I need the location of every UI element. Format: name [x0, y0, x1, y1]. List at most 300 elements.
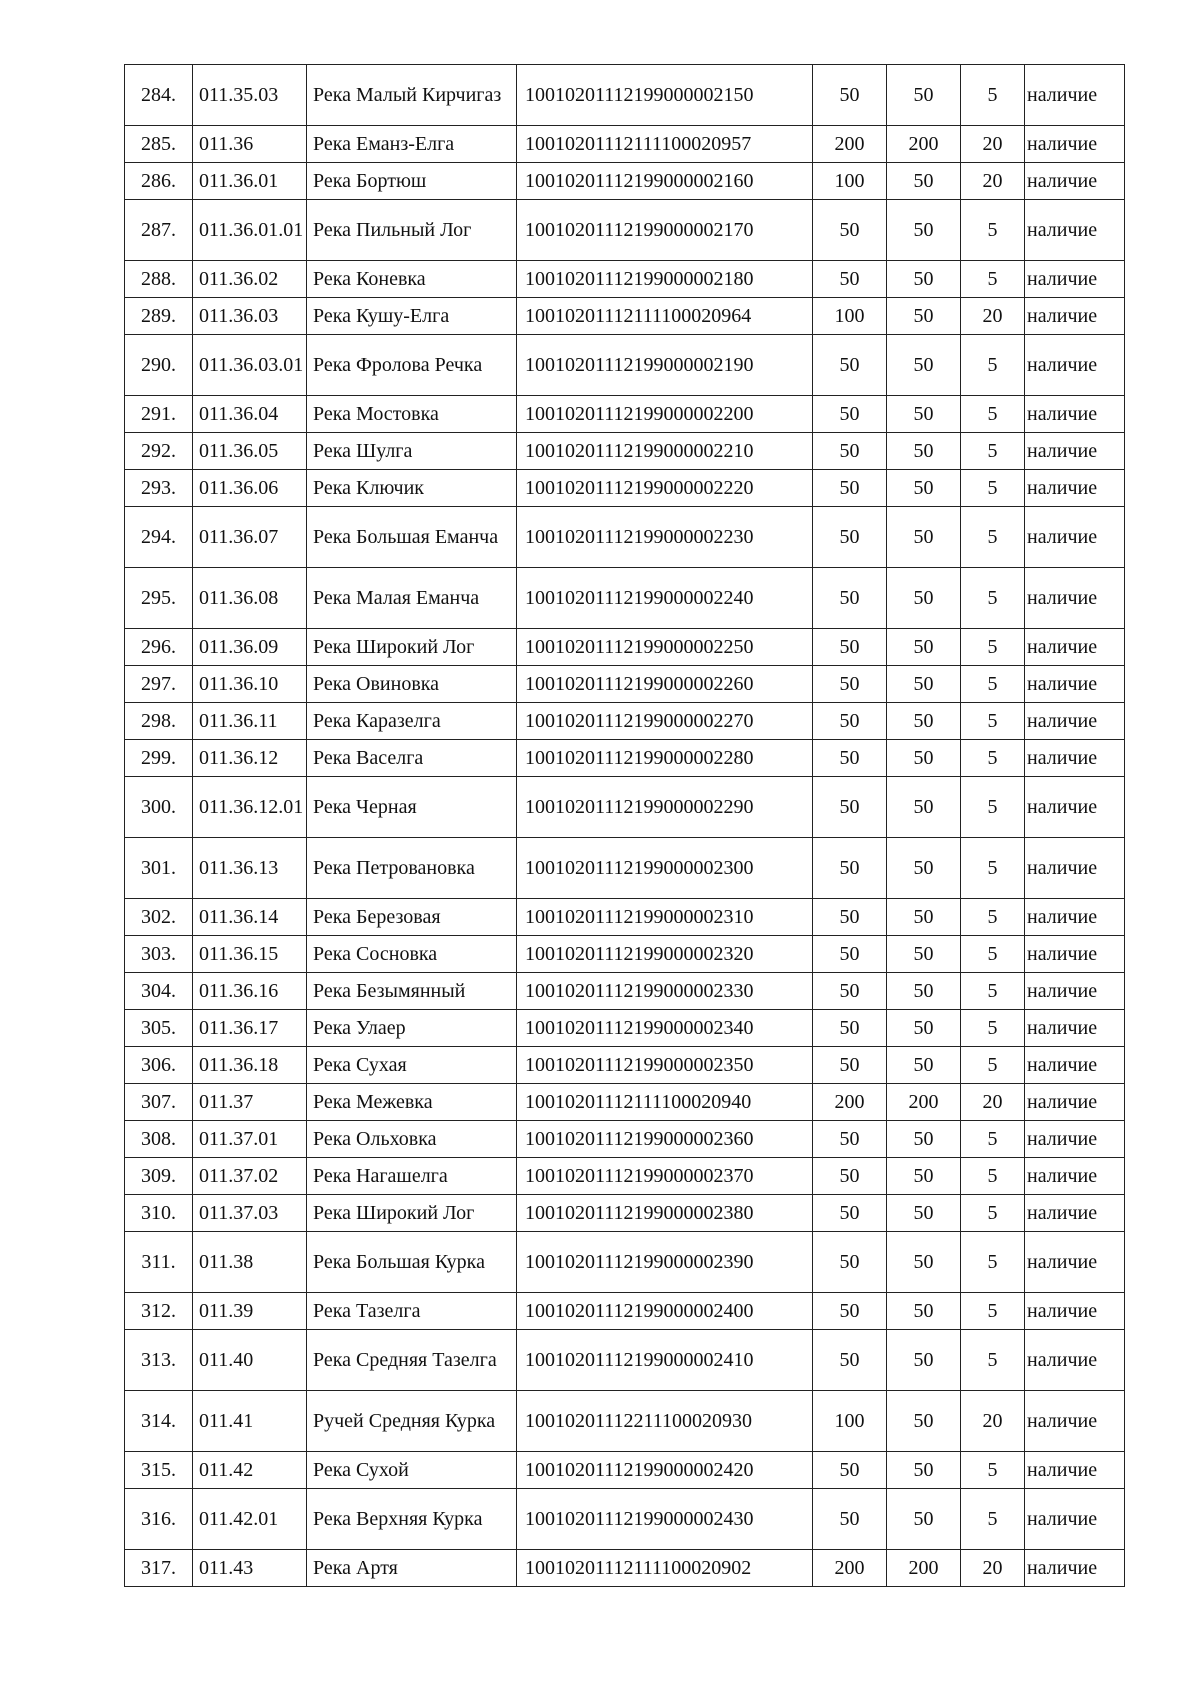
- row-identifier: 10010201112199000002390: [517, 1232, 813, 1293]
- row-number: 317.: [125, 1550, 193, 1587]
- document-page: [124, 64, 1124, 1587]
- row-identifier: 10010201112199000002290: [517, 777, 813, 838]
- row-value-a: 50: [813, 666, 887, 703]
- row-value-a: 50: [813, 629, 887, 666]
- row-value-c: 5: [961, 973, 1025, 1010]
- table-row: [125, 1195, 1125, 1232]
- row-value-a: 50: [813, 973, 887, 1010]
- row-name: Река Сосновка: [307, 936, 517, 973]
- row-status: наличие: [1025, 899, 1125, 936]
- row-value-c: 5: [961, 936, 1025, 973]
- row-value-a: 50: [813, 65, 887, 126]
- row-name: Река Коневка: [307, 261, 517, 298]
- row-value-a: 50: [813, 899, 887, 936]
- row-value-a: 50: [813, 740, 887, 777]
- row-value-a: 50: [813, 1195, 887, 1232]
- table-row: [125, 568, 1125, 629]
- row-status: наличие: [1025, 200, 1125, 261]
- row-value-b: 50: [887, 899, 961, 936]
- row-value-c: 5: [961, 1195, 1025, 1232]
- row-value-b: 50: [887, 1293, 961, 1330]
- row-value-a: 50: [813, 1330, 887, 1391]
- row-code: 011.37.02: [193, 1158, 307, 1195]
- row-code: 011.36.15: [193, 936, 307, 973]
- row-code: 011.36.01: [193, 163, 307, 200]
- row-code: 011.36.08: [193, 568, 307, 629]
- table-row: [125, 838, 1125, 899]
- row-value-c: 20: [961, 1550, 1025, 1587]
- row-status: наличие: [1025, 1195, 1125, 1232]
- row-code: 011.43: [193, 1550, 307, 1587]
- table-row: [125, 1121, 1125, 1158]
- row-value-c: 20: [961, 1391, 1025, 1452]
- row-value-c: 5: [961, 1293, 1025, 1330]
- row-identifier: 10010201112199000002410: [517, 1330, 813, 1391]
- row-identifier: 10010201112199000002270: [517, 703, 813, 740]
- row-name: Река Широкий Лог: [307, 1195, 517, 1232]
- row-number: 291.: [125, 396, 193, 433]
- row-identifier: 10010201112199000002420: [517, 1452, 813, 1489]
- row-identifier: 10010201112199000002170: [517, 200, 813, 261]
- row-name: Река Фролова Речка: [307, 335, 517, 396]
- row-identifier: 10010201112111100020957: [517, 126, 813, 163]
- row-code: 011.38: [193, 1232, 307, 1293]
- row-value-c: 20: [961, 163, 1025, 200]
- row-number: 303.: [125, 936, 193, 973]
- row-status: наличие: [1025, 740, 1125, 777]
- row-number: 315.: [125, 1452, 193, 1489]
- row-status: наличие: [1025, 1391, 1125, 1452]
- row-number: 310.: [125, 1195, 193, 1232]
- row-name: Река Артя: [307, 1550, 517, 1587]
- row-value-c: 20: [961, 298, 1025, 335]
- table-row: [125, 1452, 1125, 1489]
- row-code: 011.36.16: [193, 973, 307, 1010]
- row-name: Река Сухая: [307, 1047, 517, 1084]
- table-row: [125, 507, 1125, 568]
- row-value-b: 50: [887, 838, 961, 899]
- row-number: 309.: [125, 1158, 193, 1195]
- row-name: Река Бортюш: [307, 163, 517, 200]
- row-value-a: 50: [813, 1293, 887, 1330]
- row-value-c: 5: [961, 629, 1025, 666]
- row-status: наличие: [1025, 1084, 1125, 1121]
- row-status: наличие: [1025, 936, 1125, 973]
- row-value-c: 5: [961, 65, 1025, 126]
- row-number: 307.: [125, 1084, 193, 1121]
- row-identifier: 10010201112199000002210: [517, 433, 813, 470]
- row-value-b: 50: [887, 1489, 961, 1550]
- row-code: 011.36.01.01: [193, 200, 307, 261]
- row-value-b: 50: [887, 298, 961, 335]
- row-name: Река Кушу-Елга: [307, 298, 517, 335]
- row-identifier: 10010201112111100020940: [517, 1084, 813, 1121]
- row-value-a: 100: [813, 163, 887, 200]
- row-number: 316.: [125, 1489, 193, 1550]
- row-code: 011.42: [193, 1452, 307, 1489]
- row-value-c: 5: [961, 1452, 1025, 1489]
- row-status: наличие: [1025, 1010, 1125, 1047]
- row-code: 011.39: [193, 1293, 307, 1330]
- row-code: 011.36.18: [193, 1047, 307, 1084]
- row-value-a: 50: [813, 1121, 887, 1158]
- row-name: Река Черная: [307, 777, 517, 838]
- row-value-a: 50: [813, 838, 887, 899]
- row-value-b: 50: [887, 1047, 961, 1084]
- row-value-b: 50: [887, 507, 961, 568]
- row-name: Река Большая Еманча: [307, 507, 517, 568]
- row-value-c: 5: [961, 568, 1025, 629]
- row-status: наличие: [1025, 126, 1125, 163]
- row-status: наличие: [1025, 838, 1125, 899]
- row-number: 308.: [125, 1121, 193, 1158]
- row-value-a: 50: [813, 568, 887, 629]
- row-value-c: 20: [961, 1084, 1025, 1121]
- row-code: 011.36.06: [193, 470, 307, 507]
- row-number: 298.: [125, 703, 193, 740]
- row-value-b: 200: [887, 1550, 961, 1587]
- row-value-c: 5: [961, 899, 1025, 936]
- table-row: [125, 703, 1125, 740]
- row-identifier: 10010201112199000002240: [517, 568, 813, 629]
- table-row: [125, 261, 1125, 298]
- row-code: 011.37: [193, 1084, 307, 1121]
- row-value-a: 50: [813, 1452, 887, 1489]
- row-status: наличие: [1025, 1158, 1125, 1195]
- table-row: [125, 65, 1125, 126]
- row-number: 304.: [125, 973, 193, 1010]
- row-name: Ручей Средняя Курка: [307, 1391, 517, 1452]
- table-row: [125, 298, 1125, 335]
- row-code: 011.36.12.01: [193, 777, 307, 838]
- row-value-c: 5: [961, 1121, 1025, 1158]
- row-value-b: 50: [887, 973, 961, 1010]
- row-number: 290.: [125, 335, 193, 396]
- row-identifier: 10010201112199000002190: [517, 335, 813, 396]
- row-name: Река Улаер: [307, 1010, 517, 1047]
- row-number: 305.: [125, 1010, 193, 1047]
- row-code: 011.36.03.01: [193, 335, 307, 396]
- row-number: 288.: [125, 261, 193, 298]
- row-code: 011.36.13: [193, 838, 307, 899]
- row-status: наличие: [1025, 396, 1125, 433]
- row-value-b: 50: [887, 65, 961, 126]
- row-status: наличие: [1025, 1550, 1125, 1587]
- row-value-b: 50: [887, 1158, 961, 1195]
- row-identifier: 10010201112199000002320: [517, 936, 813, 973]
- row-name: Река Шулга: [307, 433, 517, 470]
- row-value-c: 5: [961, 433, 1025, 470]
- row-value-c: 5: [961, 1047, 1025, 1084]
- row-code: 011.37.01: [193, 1121, 307, 1158]
- row-code: 011.36.17: [193, 1010, 307, 1047]
- table-row: [125, 1232, 1125, 1293]
- row-number: 284.: [125, 65, 193, 126]
- row-value-c: 5: [961, 703, 1025, 740]
- row-value-a: 50: [813, 777, 887, 838]
- row-value-b: 50: [887, 740, 961, 777]
- row-number: 312.: [125, 1293, 193, 1330]
- row-value-a: 200: [813, 1084, 887, 1121]
- row-identifier: 10010201112199000002220: [517, 470, 813, 507]
- row-value-c: 5: [961, 1158, 1025, 1195]
- row-number: 293.: [125, 470, 193, 507]
- row-number: 285.: [125, 126, 193, 163]
- row-code: 011.36.10: [193, 666, 307, 703]
- table-row: [125, 740, 1125, 777]
- table-row: [125, 899, 1125, 936]
- row-name: Река Межевка: [307, 1084, 517, 1121]
- row-value-c: 5: [961, 666, 1025, 703]
- row-code: 011.36.14: [193, 899, 307, 936]
- row-identifier: 10010201112199000002380: [517, 1195, 813, 1232]
- row-identifier: 10010201112199000002180: [517, 261, 813, 298]
- row-number: 302.: [125, 899, 193, 936]
- table-row: [125, 936, 1125, 973]
- row-value-b: 50: [887, 163, 961, 200]
- row-value-c: 5: [961, 838, 1025, 899]
- row-value-c: 5: [961, 507, 1025, 568]
- row-value-a: 50: [813, 1489, 887, 1550]
- row-status: наличие: [1025, 666, 1125, 703]
- row-value-b: 50: [887, 1121, 961, 1158]
- row-name: Река Васелга: [307, 740, 517, 777]
- row-identifier: 10010201112199000002150: [517, 65, 813, 126]
- table-row: [125, 1330, 1125, 1391]
- row-number: 287.: [125, 200, 193, 261]
- row-name: Река Мостовка: [307, 396, 517, 433]
- row-name: Река Еманз-Елга: [307, 126, 517, 163]
- row-code: 011.36.04: [193, 396, 307, 433]
- table-row: [125, 1047, 1125, 1084]
- table-row: [125, 470, 1125, 507]
- row-status: наличие: [1025, 470, 1125, 507]
- row-identifier: 10010201112199000002280: [517, 740, 813, 777]
- row-name: Река Малый Кирчигаз: [307, 65, 517, 126]
- row-value-b: 50: [887, 666, 961, 703]
- row-name: Река Березовая: [307, 899, 517, 936]
- row-identifier: 10010201112199000002230: [517, 507, 813, 568]
- row-value-c: 5: [961, 777, 1025, 838]
- table-row: [125, 1084, 1125, 1121]
- row-number: 300.: [125, 777, 193, 838]
- row-number: 314.: [125, 1391, 193, 1452]
- row-status: наличие: [1025, 973, 1125, 1010]
- row-number: 306.: [125, 1047, 193, 1084]
- row-value-a: 50: [813, 1232, 887, 1293]
- row-status: наличие: [1025, 507, 1125, 568]
- row-name: Река Нагашелга: [307, 1158, 517, 1195]
- row-value-b: 50: [887, 703, 961, 740]
- row-code: 011.35.03: [193, 65, 307, 126]
- table-row: [125, 1010, 1125, 1047]
- row-value-a: 50: [813, 470, 887, 507]
- row-value-b: 50: [887, 396, 961, 433]
- row-status: наличие: [1025, 163, 1125, 200]
- row-number: 296.: [125, 629, 193, 666]
- row-status: наличие: [1025, 1047, 1125, 1084]
- row-code: 011.37.03: [193, 1195, 307, 1232]
- row-value-b: 50: [887, 261, 961, 298]
- row-value-c: 5: [961, 396, 1025, 433]
- table-row: [125, 629, 1125, 666]
- row-identifier: 10010201112199000002250: [517, 629, 813, 666]
- row-number: 292.: [125, 433, 193, 470]
- row-number: 297.: [125, 666, 193, 703]
- row-name: Река Каразелга: [307, 703, 517, 740]
- row-value-a: 100: [813, 1391, 887, 1452]
- row-value-a: 50: [813, 1010, 887, 1047]
- table-row: [125, 126, 1125, 163]
- table-row: [125, 1158, 1125, 1195]
- row-value-c: 5: [961, 1232, 1025, 1293]
- row-number: 313.: [125, 1330, 193, 1391]
- row-value-b: 200: [887, 1084, 961, 1121]
- row-value-c: 5: [961, 200, 1025, 261]
- row-identifier: 10010201112211100020930: [517, 1391, 813, 1452]
- table-row: [125, 666, 1125, 703]
- row-identifier: 10010201112199000002200: [517, 396, 813, 433]
- row-status: наличие: [1025, 703, 1125, 740]
- row-value-a: 200: [813, 126, 887, 163]
- row-identifier: 10010201112199000002260: [517, 666, 813, 703]
- row-value-c: 5: [961, 740, 1025, 777]
- row-value-a: 50: [813, 335, 887, 396]
- row-code: 011.36: [193, 126, 307, 163]
- row-identifier: 10010201112199000002310: [517, 899, 813, 936]
- table-row: [125, 396, 1125, 433]
- row-name: Река Пильный Лог: [307, 200, 517, 261]
- row-status: наличие: [1025, 433, 1125, 470]
- row-name: Река Овиновка: [307, 666, 517, 703]
- table-row: [125, 335, 1125, 396]
- table-row: [125, 1391, 1125, 1452]
- table-row: [125, 1489, 1125, 1550]
- table-row: [125, 777, 1125, 838]
- row-name: Река Средняя Тазелга: [307, 1330, 517, 1391]
- row-code: 011.36.09: [193, 629, 307, 666]
- row-value-c: 20: [961, 126, 1025, 163]
- row-status: наличие: [1025, 65, 1125, 126]
- row-name: Река Ольховка: [307, 1121, 517, 1158]
- row-status: наличие: [1025, 298, 1125, 335]
- row-number: 299.: [125, 740, 193, 777]
- table-body: [125, 65, 1125, 1587]
- row-identifier: 10010201112199000002160: [517, 163, 813, 200]
- row-code: 011.36.11: [193, 703, 307, 740]
- table-row: [125, 163, 1125, 200]
- row-value-a: 50: [813, 507, 887, 568]
- row-code: 011.36.12: [193, 740, 307, 777]
- row-number: 294.: [125, 507, 193, 568]
- row-name: Река Ключик: [307, 470, 517, 507]
- row-code: 011.40: [193, 1330, 307, 1391]
- row-value-c: 5: [961, 261, 1025, 298]
- table-row: [125, 973, 1125, 1010]
- row-value-b: 50: [887, 629, 961, 666]
- row-status: наличие: [1025, 568, 1125, 629]
- row-number: 286.: [125, 163, 193, 200]
- row-value-b: 50: [887, 1452, 961, 1489]
- row-status: наличие: [1025, 1121, 1125, 1158]
- row-value-a: 50: [813, 1047, 887, 1084]
- row-code: 011.41: [193, 1391, 307, 1452]
- row-name: Река Сухой: [307, 1452, 517, 1489]
- row-status: наличие: [1025, 1232, 1125, 1293]
- row-name: Река Широкий Лог: [307, 629, 517, 666]
- row-value-c: 5: [961, 1010, 1025, 1047]
- row-status: наличие: [1025, 1489, 1125, 1550]
- row-status: наличие: [1025, 1293, 1125, 1330]
- row-value-b: 50: [887, 200, 961, 261]
- row-name: Река Большая Курка: [307, 1232, 517, 1293]
- rivers-table: [124, 64, 1125, 1587]
- table-row: [125, 433, 1125, 470]
- row-identifier: 10010201112199000002400: [517, 1293, 813, 1330]
- row-value-b: 200: [887, 126, 961, 163]
- row-number: 311.: [125, 1232, 193, 1293]
- row-code: 011.42.01: [193, 1489, 307, 1550]
- row-identifier: 10010201112199000002340: [517, 1010, 813, 1047]
- row-value-a: 50: [813, 200, 887, 261]
- row-value-a: 100: [813, 298, 887, 335]
- row-value-b: 50: [887, 335, 961, 396]
- row-number: 295.: [125, 568, 193, 629]
- row-value-b: 50: [887, 568, 961, 629]
- row-code: 011.36.02: [193, 261, 307, 298]
- row-code: 011.36.03: [193, 298, 307, 335]
- row-identifier: 10010201112199000002350: [517, 1047, 813, 1084]
- row-identifier: 10010201112199000002430: [517, 1489, 813, 1550]
- row-status: наличие: [1025, 629, 1125, 666]
- row-value-b: 50: [887, 1195, 961, 1232]
- row-value-b: 50: [887, 1232, 961, 1293]
- table-row: [125, 1550, 1125, 1587]
- row-number: 289.: [125, 298, 193, 335]
- row-code: 011.36.07: [193, 507, 307, 568]
- row-value-b: 50: [887, 433, 961, 470]
- row-value-a: 50: [813, 433, 887, 470]
- row-value-b: 50: [887, 1330, 961, 1391]
- table-row: [125, 200, 1125, 261]
- row-status: наличие: [1025, 335, 1125, 396]
- row-status: наличие: [1025, 777, 1125, 838]
- row-identifier: 10010201112111100020902: [517, 1550, 813, 1587]
- row-status: наличие: [1025, 1330, 1125, 1391]
- row-value-a: 200: [813, 1550, 887, 1587]
- row-name: Река Безымянный: [307, 973, 517, 1010]
- row-identifier: 10010201112199000002360: [517, 1121, 813, 1158]
- row-name: Река Тазелга: [307, 1293, 517, 1330]
- row-name: Река Малая Еманча: [307, 568, 517, 629]
- row-value-b: 50: [887, 1391, 961, 1452]
- row-status: наличие: [1025, 1452, 1125, 1489]
- row-value-c: 5: [961, 1330, 1025, 1391]
- row-value-a: 50: [813, 261, 887, 298]
- row-name: Река Верхняя Курка: [307, 1489, 517, 1550]
- row-status: наличие: [1025, 261, 1125, 298]
- row-identifier: 10010201112199000002370: [517, 1158, 813, 1195]
- row-identifier: 10010201112111100020964: [517, 298, 813, 335]
- row-value-a: 50: [813, 936, 887, 973]
- row-name: Река Петровановка: [307, 838, 517, 899]
- row-value-a: 50: [813, 1158, 887, 1195]
- row-value-c: 5: [961, 1489, 1025, 1550]
- row-value-b: 50: [887, 1010, 961, 1047]
- row-value-b: 50: [887, 470, 961, 507]
- row-identifier: 10010201112199000002330: [517, 973, 813, 1010]
- row-identifier: 10010201112199000002300: [517, 838, 813, 899]
